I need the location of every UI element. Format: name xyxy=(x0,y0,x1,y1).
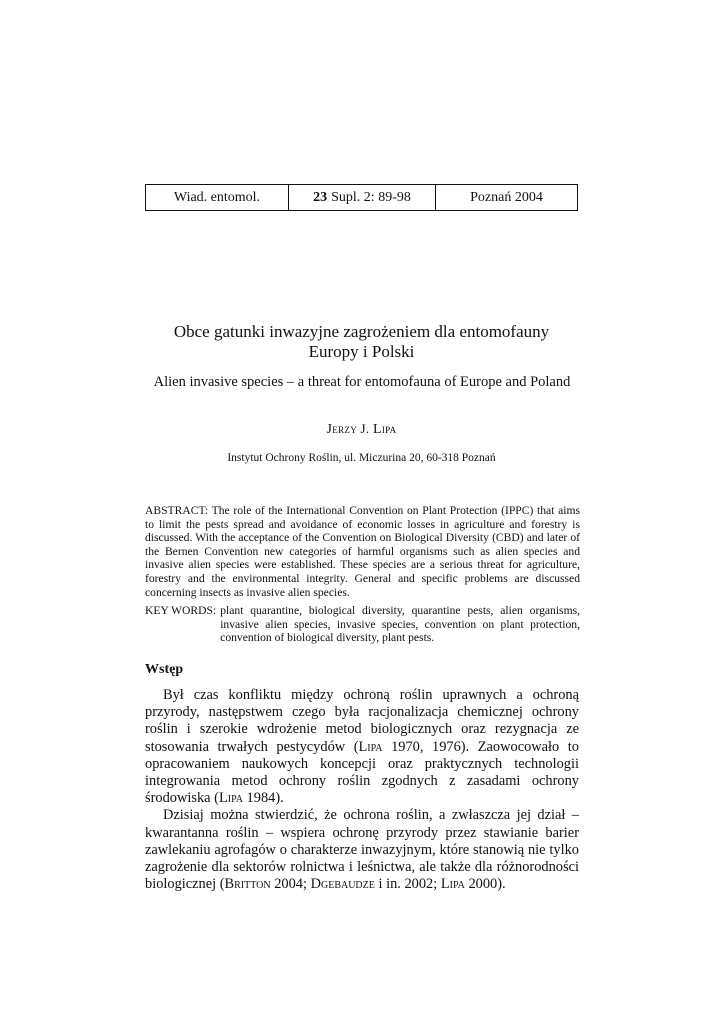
citation: Britton xyxy=(224,876,271,893)
title-polish-line1: Obce gatunki inwazyjne zagrożeniem dla entomofauny xyxy=(173,322,550,341)
paragraph-1: Był czas konfliktu między ochroną roślin uprawnych a ochroną przyrody, następstwem czego była racjonalizacja chemicznej ochrony roślin i szerokie wdrożenie metod biologicznych oraz rezygnacja ze stosowania trwałych pestycydów (Lipa 1970, 1976). Zaowocowało to opracowaniem naukowych koncepcji oraz praktycznych technologii integrowania metod ochrony roślin zgodnych z zasadami ochrony środowiska (Lipa 1984). xyxy=(145,687,580,807)
volume-number: 23 xyxy=(313,189,328,205)
citation: Lipa xyxy=(218,790,243,807)
keywords-label: KEY WORDS: xyxy=(145,604,217,617)
issue-pages: Supl. 2: 89-98 xyxy=(331,189,411,205)
section-heading: Wstęp xyxy=(145,662,184,677)
journal-header-table xyxy=(145,184,578,211)
title-english: Alien invasive species – a threat for entomofauna of Europe and Poland xyxy=(153,374,571,390)
volume-cell xyxy=(289,185,436,210)
paragraph-2: Dzisiaj można stwierdzić, że ochrona roślin, a zwłaszcza jej dział – kwarantanna roślin – wspiera ochronę przyrody przez stawianie barier zawlekaniu agrofagów o charakterze inwazyjnym, które stanowią nie tylko zagrożenie dla sektorów rolnictwa i leśnictwa, ale także dla różnorodności biologicznej (Britton 2004; Dgebaudze i in. 2002; Lipa 2000). xyxy=(145,807,579,893)
journal-name: Wiad. entomol. xyxy=(146,185,289,210)
citation: Lipa xyxy=(358,738,383,755)
citation: Lipa xyxy=(440,876,465,893)
title-polish xyxy=(145,322,578,362)
keywords xyxy=(145,604,580,645)
citation: Dgebaudze xyxy=(310,876,375,893)
abstract: ABSTRACT: The role of the International Convention on Plant Protection (IPPC) that aims to limit the pests spread and avoidance of economic losses in agriculture and forestry is discussed. With the acceptance of the Convention on Biological Diversity (CBD) and later of the Bernen Convention new categories of harmful organisms such as alien species and invasive alien species were established. These species are a serious threat for agriculture, forestry and the environmental integrity. General and specific problems are discussed concerning insects as invasive alien species. xyxy=(145,504,580,599)
place-year: Poznań 2004 xyxy=(470,189,543,205)
author-affiliation: Instytut Ochrony Roślin, ul. Miczurina 20, 60-318 Poznań xyxy=(227,452,496,464)
title-polish-line2: Europy i Polski xyxy=(308,342,415,361)
keywords-text: plant quarantine, biological diversity, quarantine pests, alien organisms, invasive alien species, invasive species, convention on plant protection, convention of biological diversity, plant pests. xyxy=(220,604,580,645)
body-text xyxy=(145,687,579,893)
author-name: Jerzy J. Lipa xyxy=(326,421,397,437)
